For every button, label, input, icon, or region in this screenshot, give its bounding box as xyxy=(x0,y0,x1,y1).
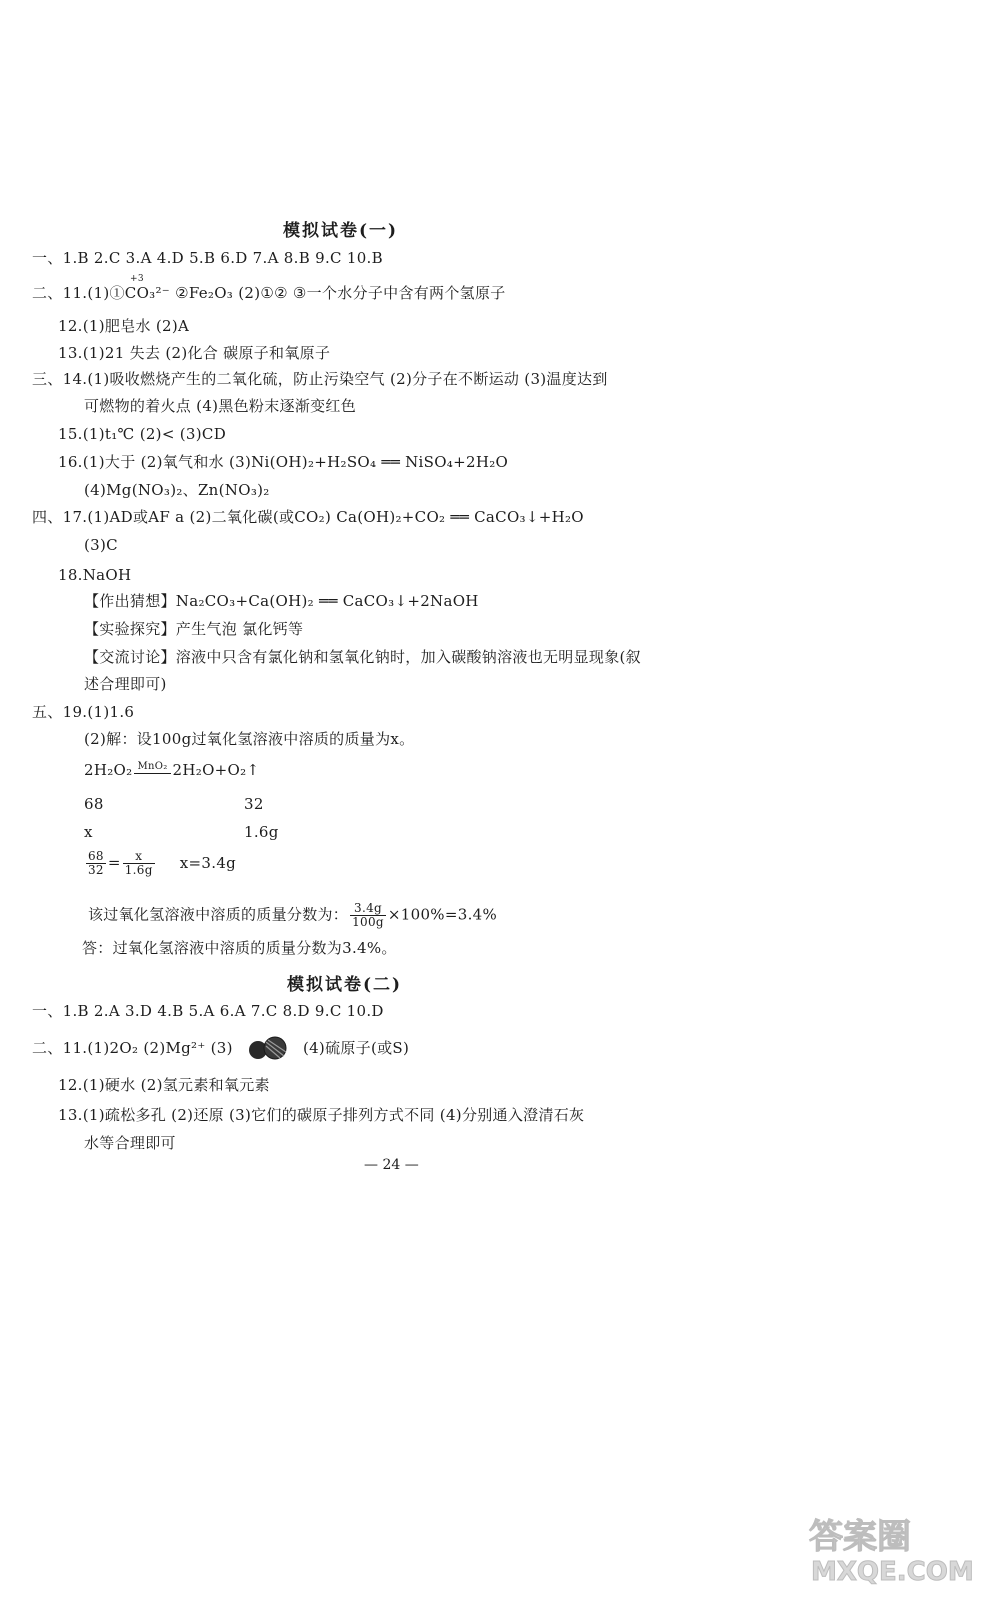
fe-charge-label: +3 xyxy=(130,274,144,284)
watermark-url-text: MXQE.COM xyxy=(811,1557,974,1587)
mass-fraction-line xyxy=(88,902,497,929)
exam1-title: 模拟试卷(一) xyxy=(283,221,399,241)
fraction-68-32 xyxy=(86,850,106,877)
watermark-cn-text: 答案圈 xyxy=(809,1517,911,1557)
page-number: — 24 — xyxy=(364,1157,419,1173)
exam1-q11: 二、11.(1)①CO₃²⁻ ②Fe₂O₃ (2)①② ③一个水分子中含有两个氢原子 xyxy=(32,284,506,302)
exam2-q11 xyxy=(32,1036,409,1062)
fraction-numerator: x xyxy=(123,850,155,864)
mass-fraction-result: ×100%=3.4% xyxy=(387,905,498,924)
exam1-q15: 15.(1)t₁℃ (2)< (3)CD xyxy=(58,425,227,443)
ratio-68: 68 xyxy=(84,795,104,813)
proportion-equation xyxy=(84,850,236,877)
exam1-answer: 答：过氧化氢溶液中溶质的质量分数为3.4%。 xyxy=(82,939,397,957)
catalyst-label: MnO₂ xyxy=(134,761,170,774)
exam1-q18-discussion-line1: 【交流讨论】溶液中只含有氯化钠和氢氧化钠时，加入碳酸钠溶液也无明显现象(叙 xyxy=(84,648,641,666)
exam1-section1: 一、1.B 2.C 3.A 4.D 5.B 6.D 7.A 8.B 9.C 10.B xyxy=(32,249,383,267)
exam1-q19-part1: 五、19.(1)1.6 xyxy=(32,703,135,721)
fraction-x-1-6g xyxy=(123,850,155,877)
exam1-q17-line2: (3)C xyxy=(84,536,118,554)
exam1-q12: 12.(1)肥皂水 (2)A xyxy=(58,317,190,335)
exam1-q19-part2: (2)解：设100g过氧化氢溶液中溶质的质量为x。 xyxy=(84,730,415,748)
exam1-q14-line2: 可燃物的着火点 (4)黑色粉末逐渐变红色 xyxy=(84,397,357,415)
exam2-q13-line2: 水等合理即可 xyxy=(84,1134,176,1152)
exam1-q18-experiment: 【实验探究】产生气泡 氯化钙等 xyxy=(84,620,304,638)
equals-sign: = xyxy=(107,853,121,872)
fraction-denominator: 100g xyxy=(352,915,384,929)
decomposition-equation xyxy=(84,760,259,782)
exam1-q18-discussion-line2: 述合理即可) xyxy=(84,675,167,693)
fraction-numerator: 3.4g xyxy=(350,902,386,916)
fraction-numerator: 68 xyxy=(88,849,104,863)
molecule-model-icon xyxy=(244,1036,292,1062)
exam1-q18-guess: 【作出猜想】Na₂CO₃+Ca(OH)₂ ══ CaCO₃↓+2NaOH xyxy=(84,592,479,610)
equation-products: 2H₂O+O₂↑ xyxy=(172,761,260,779)
exam2-q12: 12.(1)硬水 (2)氢元素和氧元素 xyxy=(58,1076,270,1094)
exam1-q16-line2: (4)Mg(NO₃)₂、Zn(NO₃)₂ xyxy=(84,481,270,499)
ratio-x: x xyxy=(84,823,93,841)
equation-reactant: 2H₂O₂ xyxy=(84,761,133,779)
exam1-q18: 18.NaOH xyxy=(58,566,132,584)
x-result: x=3.4g xyxy=(179,853,237,872)
exam2-q11-text: 二、11.(1)2O₂ (2)Mg²⁺ (3) xyxy=(32,1039,233,1057)
ratio-32: 32 xyxy=(244,795,264,813)
fraction-denominator: 1.6g xyxy=(124,863,153,877)
exam2-q11-part4: (4)硫原子(或S) xyxy=(302,1039,410,1057)
ratio-1-6g: 1.6g xyxy=(244,823,279,841)
exam2-section1: 一、1.B 2.A 3.D 4.B 5.A 6.A 7.C 8.D 9.C 10.D xyxy=(32,1002,384,1020)
exam1-q13: 13.(1)21 失去 (2)化合 碳原子和氧原子 xyxy=(58,344,331,362)
exam2-q13-line1: 13.(1)疏松多孔 (2)还原 (3)它们的碳原子排列方式不同 (4)分别通入澄清石灰 xyxy=(58,1106,585,1124)
mass-fraction-label: 该过氧化氢溶液中溶质的质量分数为： xyxy=(88,905,349,924)
fraction-denominator: 32 xyxy=(88,863,104,877)
exam2-title: 模拟试卷(二) xyxy=(287,975,403,995)
watermark-logo xyxy=(805,1508,980,1592)
mass-fraction xyxy=(350,902,386,929)
exam1-q17-line1: 四、17.(1)AD或AF a (2)二氧化碳(或CO₂) Ca(OH)₂+CO₂ ══ CaCO₃↓+H₂O xyxy=(32,508,584,526)
exam1-q16-line1: 16.(1)大于 (2)氧气和水 (3)Ni(OH)₂+H₂SO₄ ══ NiSO₄+2H₂O xyxy=(58,453,509,471)
mxqe-logo-icon xyxy=(805,1508,980,1588)
exam1-q14-line1: 三、14.(1)吸收燃烧产生的二氧化硫，防止污染空气 (2)分子在不断运动 (3)温度达到 xyxy=(32,370,608,388)
equation-condition xyxy=(134,761,170,782)
